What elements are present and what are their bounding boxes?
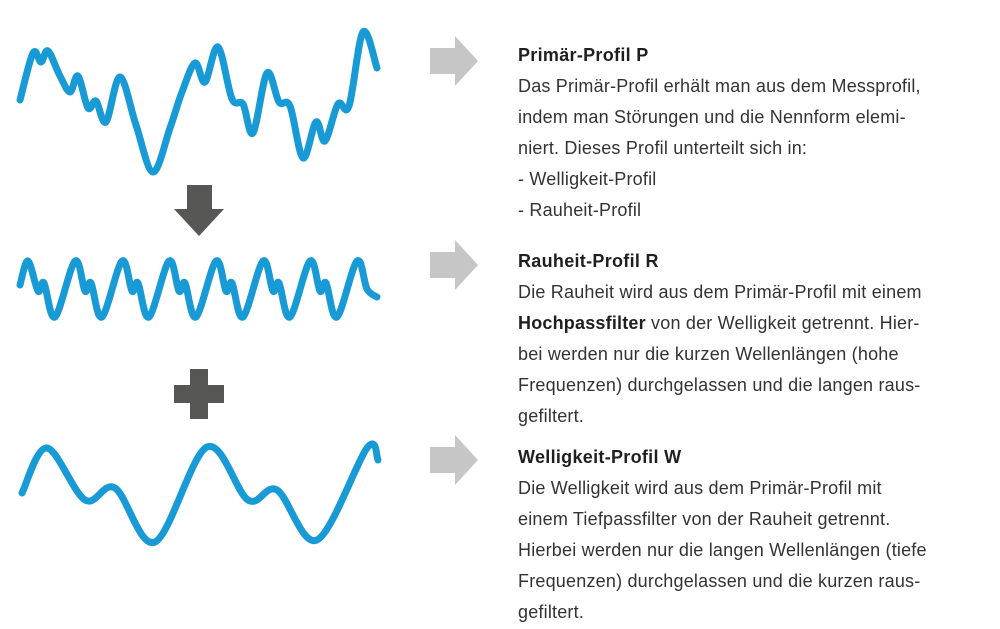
waviness-profile-description	[518, 473, 996, 628]
primary-profile-wave	[20, 31, 377, 172]
text-line	[518, 370, 996, 401]
primary-profile-description	[518, 71, 996, 226]
text-line	[518, 102, 996, 133]
waviness-profile-heading: Welligkeit-Profil W	[518, 447, 682, 467]
text-segment: gefiltert.	[518, 602, 585, 622]
text-line	[518, 277, 996, 308]
text-line	[518, 566, 996, 597]
text-line	[518, 71, 996, 102]
right-arrow-icon	[430, 36, 478, 86]
text-line	[518, 164, 996, 195]
right-arrow-icon	[430, 435, 478, 485]
text-line	[518, 473, 996, 504]
waviness-profile-wave	[22, 444, 378, 543]
text-segment: bei werden nur die kurzen Wellenlängen (hohe	[518, 344, 899, 364]
text-segment: Die Welligkeit wird aus dem Primär-Profil mit	[518, 478, 882, 498]
text-segment: einem Tiefpassfilter von der Rauheit getrennt.	[518, 509, 891, 529]
primary-profile-text-block	[518, 40, 996, 226]
primary-profile-heading: Primär-Profil P	[518, 45, 649, 65]
text-segment: Frequenzen) durchgelassen und die kurzen raus-	[518, 571, 921, 591]
text-line	[518, 535, 996, 566]
text-segment: indem man Störungen und die Nennform elemi-	[518, 107, 906, 127]
down-arrow-icon	[174, 185, 224, 236]
roughness-profile-heading: Rauheit-Profil R	[518, 251, 659, 271]
text-segment: Das Primär-Profil erhält man aus dem Messprofil,	[518, 76, 921, 96]
text-line	[518, 339, 996, 370]
text-line	[518, 195, 996, 226]
roughness-profile-wave	[20, 260, 377, 317]
text-segment: - Welligkeit-Profil	[518, 169, 657, 189]
bold-term: Hochpassfilter	[518, 313, 646, 333]
plus-icon	[174, 369, 224, 419]
text-line	[518, 504, 996, 535]
text-line	[518, 133, 996, 164]
text-segment: - Rauheit-Profil	[518, 200, 642, 220]
text-line	[518, 308, 996, 339]
text-line	[518, 401, 996, 432]
text-segment: niert. Dieses Profil unterteilt sich in:	[518, 138, 808, 158]
right-arrow-icon	[430, 240, 478, 290]
text-segment: Frequenzen) durchgelassen und die langen raus-	[518, 375, 921, 395]
text-segment: gefiltert.	[518, 406, 585, 426]
roughness-profile-description	[518, 277, 996, 432]
text-segment: Die Rauheit wird aus dem Primär-Profil mit einem	[518, 282, 922, 302]
waviness-profile-text-block	[518, 442, 996, 628]
text-segment: von der Welligkeit getrennt. Hier-	[645, 313, 920, 333]
text-line	[518, 597, 996, 628]
text-segment: Hierbei werden nur die langen Wellenlängen (tiefe	[518, 540, 927, 560]
roughness-profile-text-block	[518, 246, 996, 432]
